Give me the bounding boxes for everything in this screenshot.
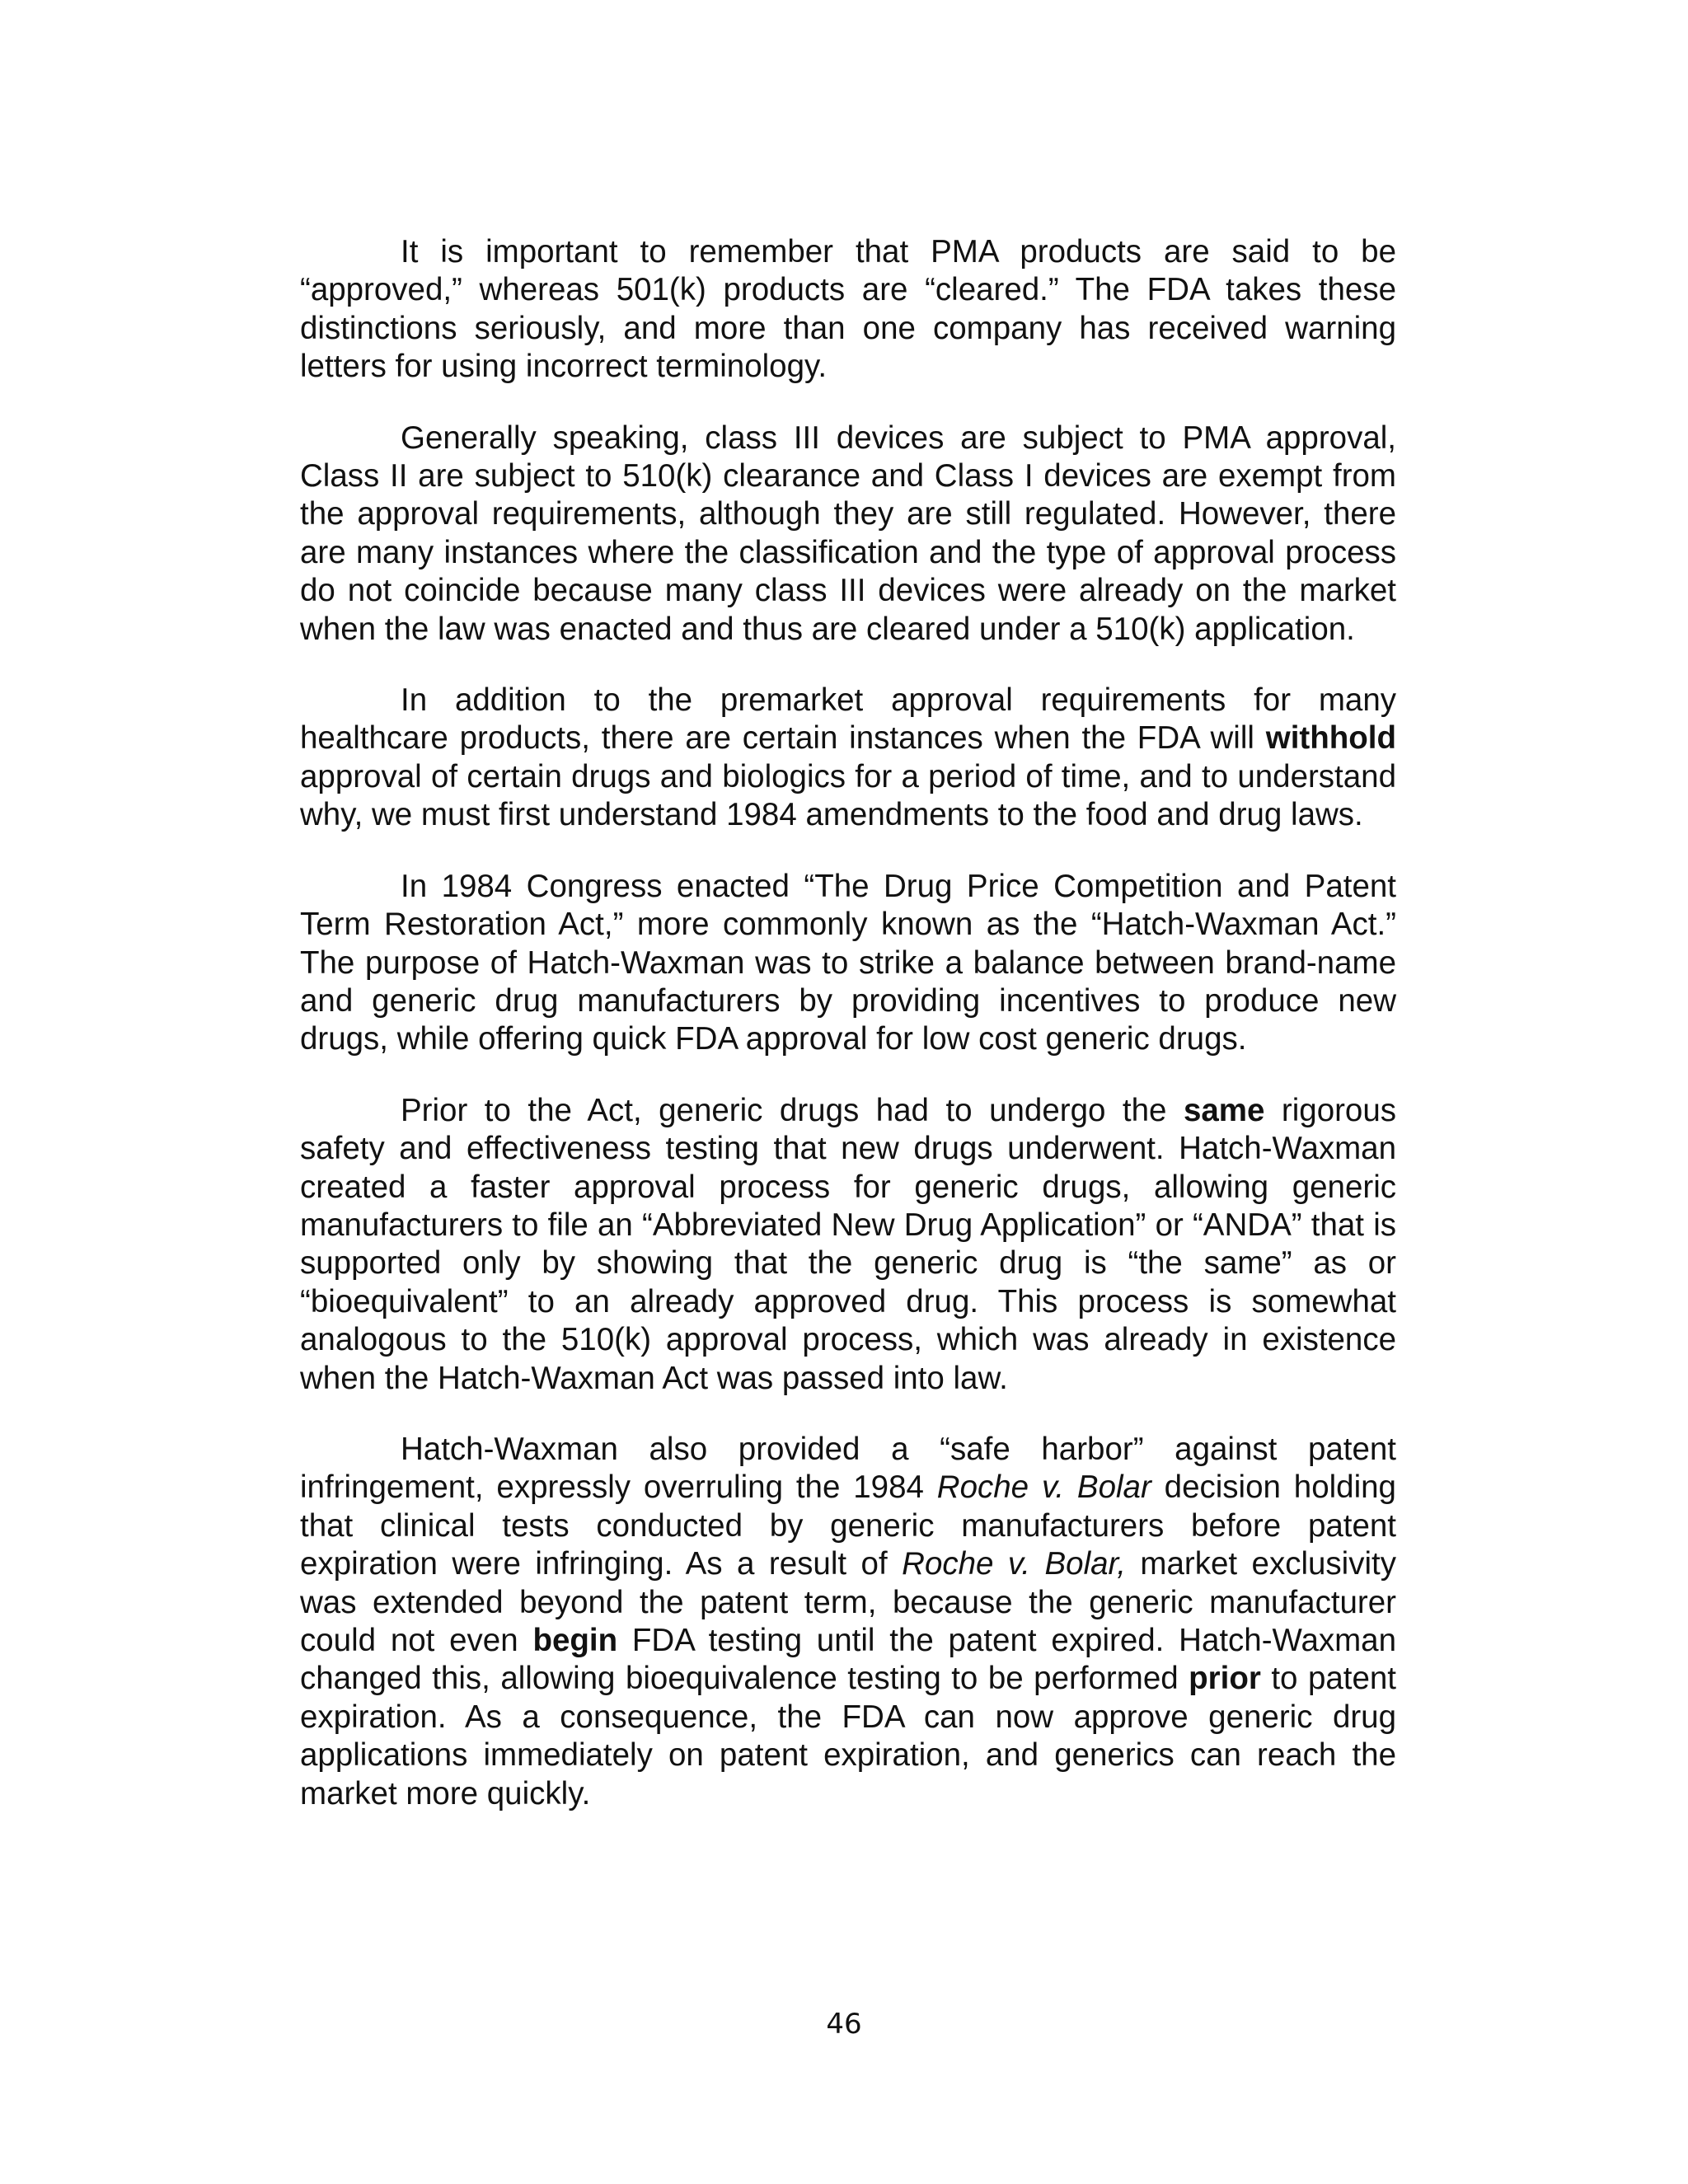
page-number: 46: [826, 2008, 862, 2041]
paragraph-hatch-waxman-act: [300, 868, 1396, 1059]
text-run: rigorous safety and effectiveness testing that new drugs underwent. Hatch-Waxman created a faster approval process for generic drugs, allowing generic manufacturers to file an “Abbreviated New Drug Application” or “ANDA” that is supported only by showing that the generic drug is “the same” as or “bioequivalent” to an already approved drug. This process is somewhat analogous to the 510(k) approval process, which was already in existence when the Hatch-Waxman Act was passed into law.: [300, 1092, 1397, 1396]
case-citation: Roche v. Bolar: [936, 1469, 1151, 1506]
text-run: In addition to the premarket approval requirements for many healthcare products, there are certain instances when the FDA will: [300, 682, 1396, 757]
paragraph-device-classes: [300, 419, 1396, 649]
text-run: Hatch-Waxman also provided a “safe harbor” against patent infringement, expressly overruling the 1984: [300, 1431, 1396, 1506]
body-text: [300, 233, 1396, 1813]
emphasis-bold: prior: [1189, 1661, 1261, 1697]
text-run: In 1984 Congress enacted “The Drug Price Competition and Patent Term Restoration Act,” more commonly known as the “Hatch-Waxman Act.” The purpose of Hatch-Waxman was to strike a balance between brand-name and generic drug manufacturers by providing incentives to produce new drugs, while offering quick FDA approval for low cost generic drugs.: [300, 868, 1396, 1057]
text-run: to patent expiration. As a consequence, the FDA can now approve generic drug applications immediately on patent expiration, and generics can reach the market more quickly.: [300, 1661, 1396, 1811]
text-run: market exclusivity was extended beyond the patent term, because the generic manufacturer could not even: [300, 1546, 1396, 1658]
paragraph-terminology: [300, 233, 1396, 387]
emphasis-bold: begin: [532, 1623, 618, 1658]
text-run: It is important to remember that PMA products are said to be “approved,” whereas 501(k) products are “cleared.” The FDA takes these distinctions seriously, and more than one company has received warning letters for using incorrect terminology.: [300, 234, 1396, 385]
text-run: Prior to the Act, generic drugs had to undergo the: [401, 1092, 1184, 1128]
emphasis-bold: same: [1183, 1092, 1265, 1128]
paragraph-anda: [300, 1092, 1396, 1398]
text-run: decision holding that clinical tests conducted by generic manufacturers before patent expiration were infringing. As a result of: [300, 1469, 1396, 1582]
paragraph-safe-harbor: [300, 1431, 1396, 1813]
case-citation: Roche v. Bolar,: [902, 1546, 1126, 1582]
emphasis-bold: withhold: [1265, 720, 1396, 757]
text-run: approval of certain drugs and biologics for a period of time, and to understand why, we must first understand 1984 amendments to the food and drug laws.: [300, 758, 1396, 833]
text-run: FDA testing until the patent expired. Hatch-Waxman changed this, allowing bioequivalence testing to be performed: [300, 1623, 1396, 1697]
paragraph-withhold-approval: [300, 682, 1396, 835]
text-run: Generally speaking, class III devices are subject to PMA approval, Class II are subject to 510(k) clearance and Class I devices are exempt from the approval requirements, although they are still regulated. However, there are many instances where the classification and the type of approval process do not coincide because many class III devices were already on the market when the law was enacted and thus are cleared under a 510(k) application.: [300, 419, 1396, 647]
